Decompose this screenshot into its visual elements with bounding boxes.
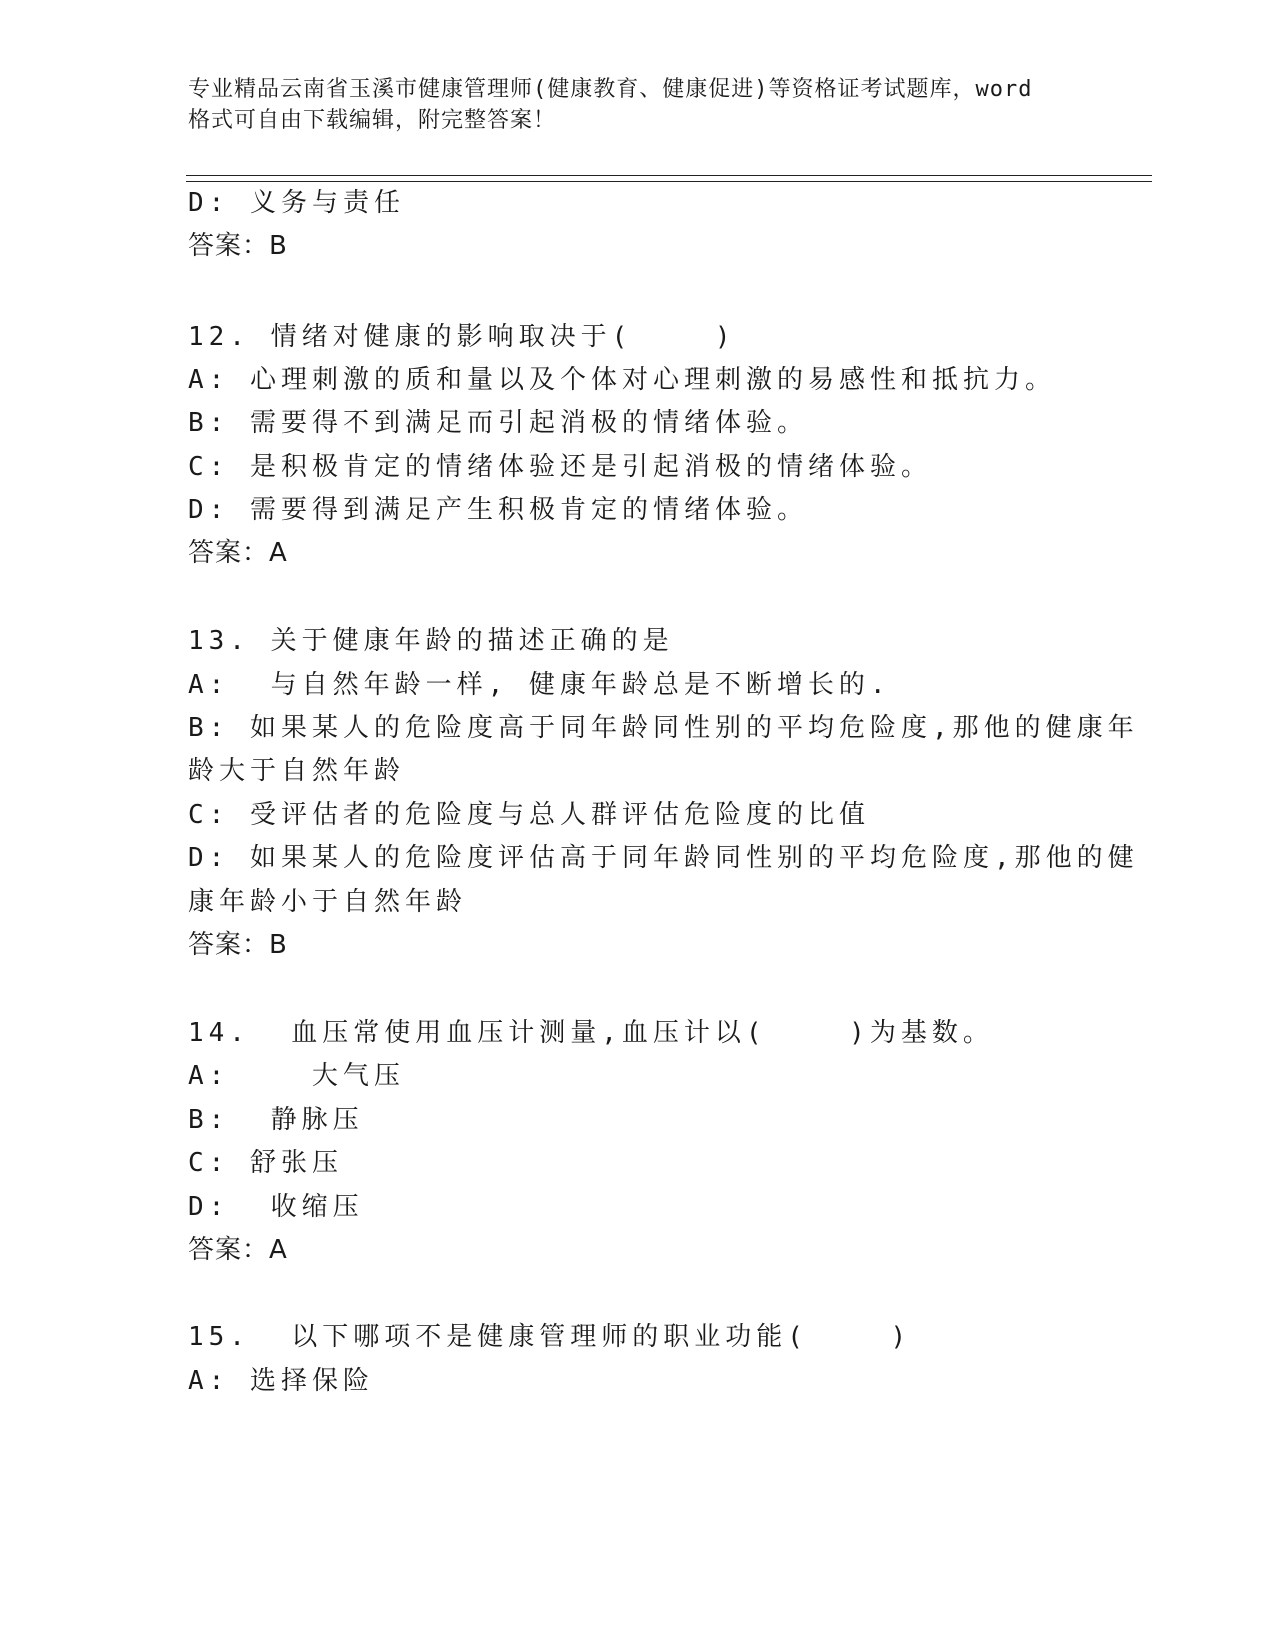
q12-option-b: B: 需要得不到满足而引起消极的情绪体验。 bbox=[188, 408, 808, 438]
q12-option-c: C: 是积极肯定的情绪体验还是引起消极的情绪体验。 bbox=[188, 452, 932, 482]
q14-answer: 答案：A bbox=[188, 1235, 288, 1265]
q13-option-d: D: 如果某人的危险度评估高于同年龄同性别的平均危险度,那他的健 bbox=[188, 843, 1139, 873]
q13-option-b-cont: 龄大于自然年龄 bbox=[188, 756, 406, 786]
q15-stem: 15. 以下哪项不是健康管理师的职业功能( ) bbox=[188, 1322, 912, 1352]
header-rule-bottom bbox=[186, 181, 1152, 182]
q13-answer: 答案：B bbox=[188, 930, 288, 960]
q13-option-c: C: 受评估者的危险度与总人群评估危险度的比值 bbox=[188, 800, 870, 830]
header-line-2: 格式可自由下载编辑，附完整答案！ bbox=[188, 108, 557, 133]
q11-option-d: D: 义务与责任 bbox=[188, 188, 405, 218]
header-line-1: 专业精品云南省玉溪市健康管理师(健康教育、健康促进)等资格证考试题库，word bbox=[188, 77, 1033, 102]
page-header bbox=[188, 74, 1088, 136]
q14-option-c: C: 舒张压 bbox=[188, 1148, 343, 1178]
q13-option-d-cont: 康年龄小于自然年龄 bbox=[188, 887, 468, 917]
q12-stem: 12. 情绪对健康的影响取决于( ) bbox=[188, 322, 736, 352]
q14-option-a: A: 大气压 bbox=[188, 1061, 405, 1091]
q15-option-a: A: 选择保险 bbox=[188, 1366, 374, 1396]
header-rule-top bbox=[186, 175, 1152, 176]
q14-option-d: D: 收缩压 bbox=[188, 1192, 364, 1222]
q14-stem: 14. 血压常使用血压计测量,血压计以( )为基数。 bbox=[188, 1018, 994, 1048]
q13-option-a: A: 与自然年龄一样, 健康年龄总是不断增长的. bbox=[188, 670, 891, 700]
q11-answer: 答案：B bbox=[188, 231, 288, 261]
q12-option-d: D: 需要得到满足产生积极肯定的情绪体验。 bbox=[188, 495, 808, 525]
q13-stem: 13. 关于健康年龄的描述正确的是 bbox=[188, 626, 674, 656]
q12-answer: 答案：A bbox=[188, 538, 288, 568]
q12-option-a: A: 心理刺激的质和量以及个体对心理刺激的易感性和抵抗力。 bbox=[188, 365, 1056, 395]
q13-option-b: B: 如果某人的危险度高于同年龄同性别的平均危险度,那他的健康年 bbox=[188, 713, 1139, 743]
q14-option-b: B: 静脉压 bbox=[188, 1105, 364, 1135]
